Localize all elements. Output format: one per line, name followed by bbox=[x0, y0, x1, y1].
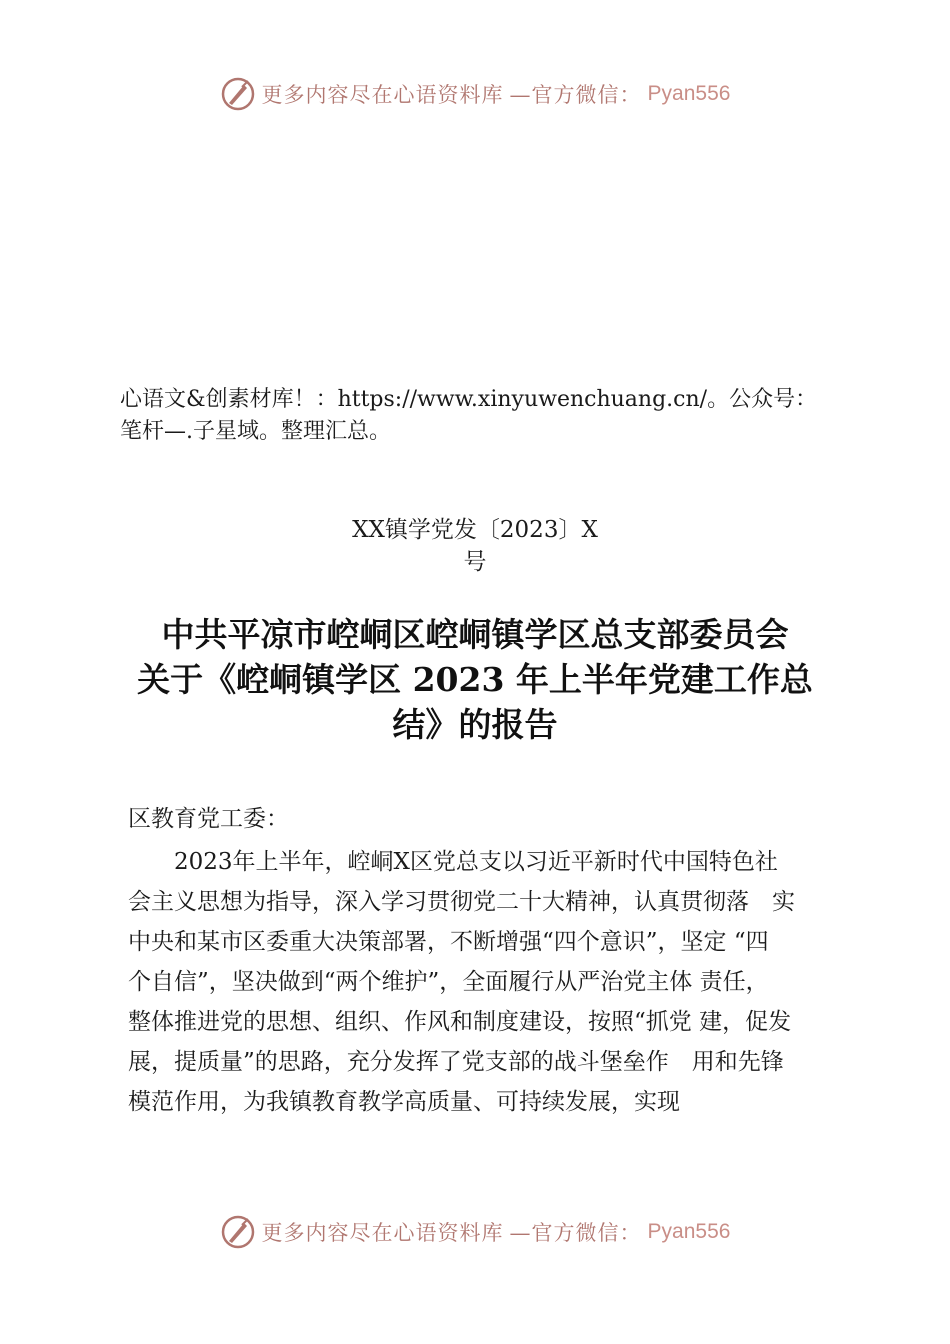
body-line: 展，提质量”的思路，充分发挥了党支部的战斗堡垒作 用和先锋 bbox=[128, 1049, 784, 1075]
banner-brand: 更多内容尽在心语资料库 bbox=[261, 83, 504, 107]
body-line: 整体推进党的思想、组织、作风和制度建设，按照“抓党 建，促发 bbox=[128, 1009, 792, 1035]
document-number-line: XX镇学党发〔2023〕X bbox=[352, 517, 598, 543]
document-number bbox=[0, 514, 950, 578]
banner-wechat-id: Pyan556 bbox=[647, 82, 731, 105]
body-line: 会主义思想为指导，深入学习贯彻党二十大精神，认真贯彻落 实 bbox=[128, 889, 795, 915]
footer-banner bbox=[0, 1208, 950, 1256]
source-note bbox=[120, 384, 880, 448]
title-line: 结》的报告 bbox=[392, 705, 558, 744]
banner-brand: 更多内容尽在心语资料库 bbox=[261, 1221, 504, 1245]
banner-wechat-id: Pyan556 bbox=[647, 1220, 731, 1243]
source-note-line: 心语文&创素材库！：https://www.xinyuwenchuang.cn/。公众号： bbox=[120, 387, 818, 412]
body-line: 2023年上半年，崆峒X区党总支以习近平新时代中国特色社 bbox=[174, 849, 778, 875]
banner-contact: —官方微信： bbox=[509, 83, 642, 107]
document-title bbox=[110, 612, 840, 747]
salutation: 区教育党工委： bbox=[128, 806, 289, 832]
source-note-line: 笔杆—.子星域。整理汇总。 bbox=[120, 419, 391, 444]
body-paragraph bbox=[128, 842, 838, 1122]
body-line: 个自信”，坚决做到“两个维护”，全面履行从严治党主体 责任， bbox=[128, 969, 769, 995]
header-banner bbox=[0, 70, 950, 118]
document-number-line: 号 bbox=[463, 549, 487, 575]
title-line: 关于《崆峒镇学区 2023 年上半年党建工作总 bbox=[137, 660, 813, 699]
body-line: 模范作用，为我镇教育教学高质量、可持续发展，实现 bbox=[128, 1089, 680, 1115]
quill-logo-icon bbox=[220, 76, 256, 112]
title-line: 中共平凉市崆峒区崆峒镇学区总支部委员会 bbox=[161, 615, 789, 654]
banner-contact: —官方微信： bbox=[509, 1221, 642, 1245]
body-line: 中央和某市区委重大决策部署，不断增强“四个意识”，坚定 “四 bbox=[128, 929, 769, 955]
quill-logo-icon bbox=[220, 1214, 256, 1250]
